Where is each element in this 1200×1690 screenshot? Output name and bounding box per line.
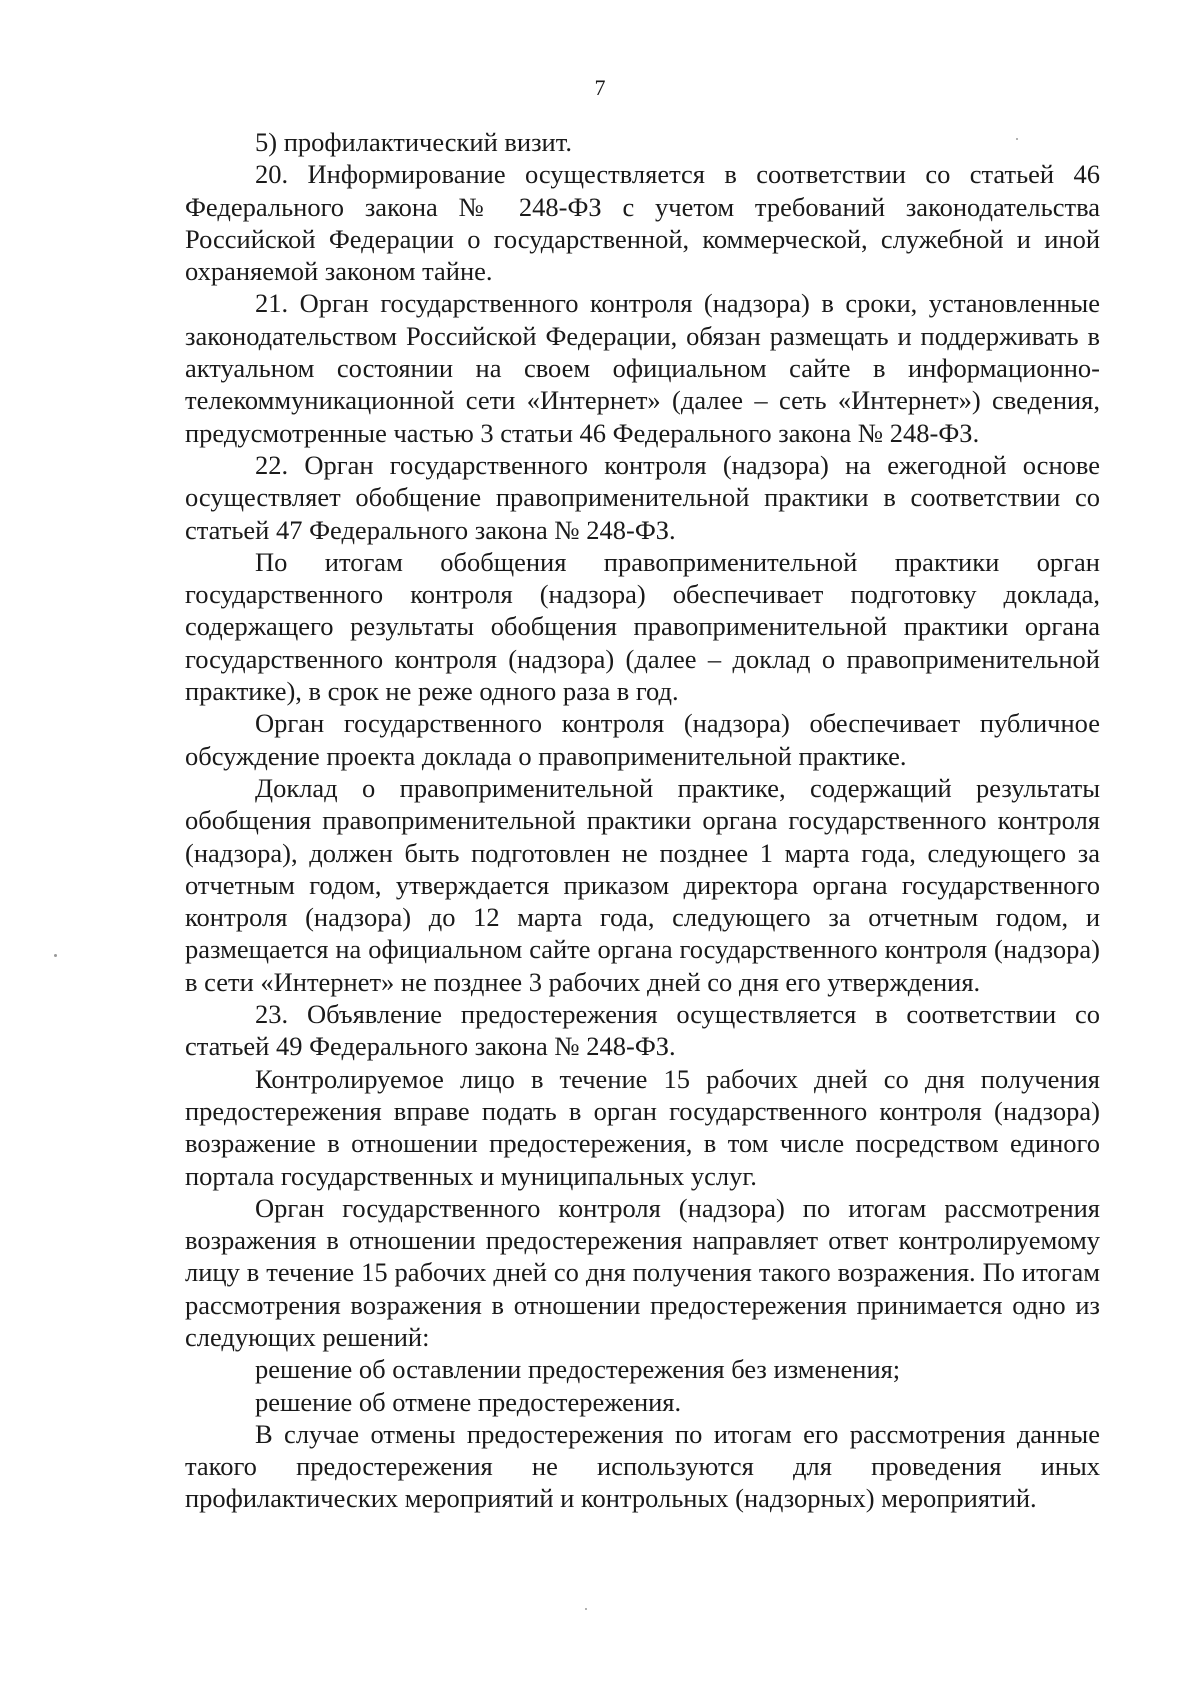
paragraph-23-objection: Контролируемое лицо в течение 15 рабочих дней со дня получения предостережения вправе подать в орган государственного контроля (надзора) возражение в отношении предостережения, в том числе посредством единого портала государственных и муниципальных услуг.	[185, 1063, 1100, 1191]
document-body	[185, 126, 1100, 1515]
paragraph-23: 23. Объявление предостережения осуществляется в соответствии со статьей 49 Федерального закона № 248-ФЗ.	[185, 999, 1100, 1062]
scan-speck	[1016, 138, 1018, 140]
page-number: 7	[594, 75, 606, 100]
paragraph-decision-cancel: решение об отмене предостережения.	[255, 1386, 682, 1417]
paragraph-22-summary: По итогам обобщения правоприменительной практики орган государственного контроля (надзора) обеспечивает подготовку доклада, содержащего результаты обобщения правоприменительной практики органа государственного контроля (надзора) (далее – доклад о правоприменительной практике), в срок не реже одного раза в год.	[185, 546, 1100, 707]
paragraph-22: 22. Орган государственного контроля (надзора) на ежегодной основе осуществляет обобщение правоприменительной практики в соответствии со статьей 47 Федерального закона № 248-ФЗ.	[185, 449, 1100, 545]
paragraph-22-report: Доклад о правоприменительной практике, содержащий результаты обобщения правоприменительной практики органа государственного контроля (надзора), должен быть подготовлен не позднее 1 марта года, следующего за отчетным годом, утверждается приказом директора органа государственного контроля (надзора) до 12 марта года, следующего за отчетным годом, и размещается на официальном сайте органа государственного контроля (надзора) в сети «Интернет» не позднее 3 рабочих дней со дня его утверждения.	[185, 772, 1100, 997]
paragraph-cancellation-effect: В случае отмены предостережения по итогам его рассмотрения данные такого предостережения не используются для проведения иных профилактических мероприятий и контрольных (надзорных) мероприятий.	[185, 1418, 1100, 1514]
paragraph-21: 21. Орган государственного контроля (надзора) в сроки, установленные законодательством Российской Федерации, обязан размещать и поддерживать в актуальном состоянии на своем официальном сайте в информационно-телекоммуникационной сети «Интернет» (далее – сеть «Интернет») сведения, предусмотренные частью 3 статьи 46 Федерального закона № 248-ФЗ.	[185, 288, 1100, 448]
paragraph-20: 20. Информирование осуществляется в соответствии со статьей 46 Федерального закона № 248-ФЗ с учетом требований законодательства Российской Федерации о государственной, коммерческой, служебной и иной охраняемой законом тайне.	[185, 159, 1100, 287]
paragraph-item-5: 5) профилактический визит.	[255, 127, 572, 157]
scan-speck	[585, 1608, 587, 1610]
paragraph-23-response: Орган государственного контроля (надзора) по итогам рассмотрения возражения в отношении предостережения направляет ответ контролируемому лицу в течение 15 рабочих дней со дня получения такого возражения. По итогам рассмотрения возражения в отношении предостережения принимается одно из следующих решений:	[185, 1192, 1100, 1352]
paragraph-22-discussion: Орган государственного контроля (надзора) обеспечивает публичное обсуждение проекта доклада о правоприменительной практике.	[185, 708, 1100, 771]
paragraph-decision-keep: решение об оставлении предостережения без изменения;	[255, 1354, 901, 1385]
scan-speck	[54, 954, 57, 957]
